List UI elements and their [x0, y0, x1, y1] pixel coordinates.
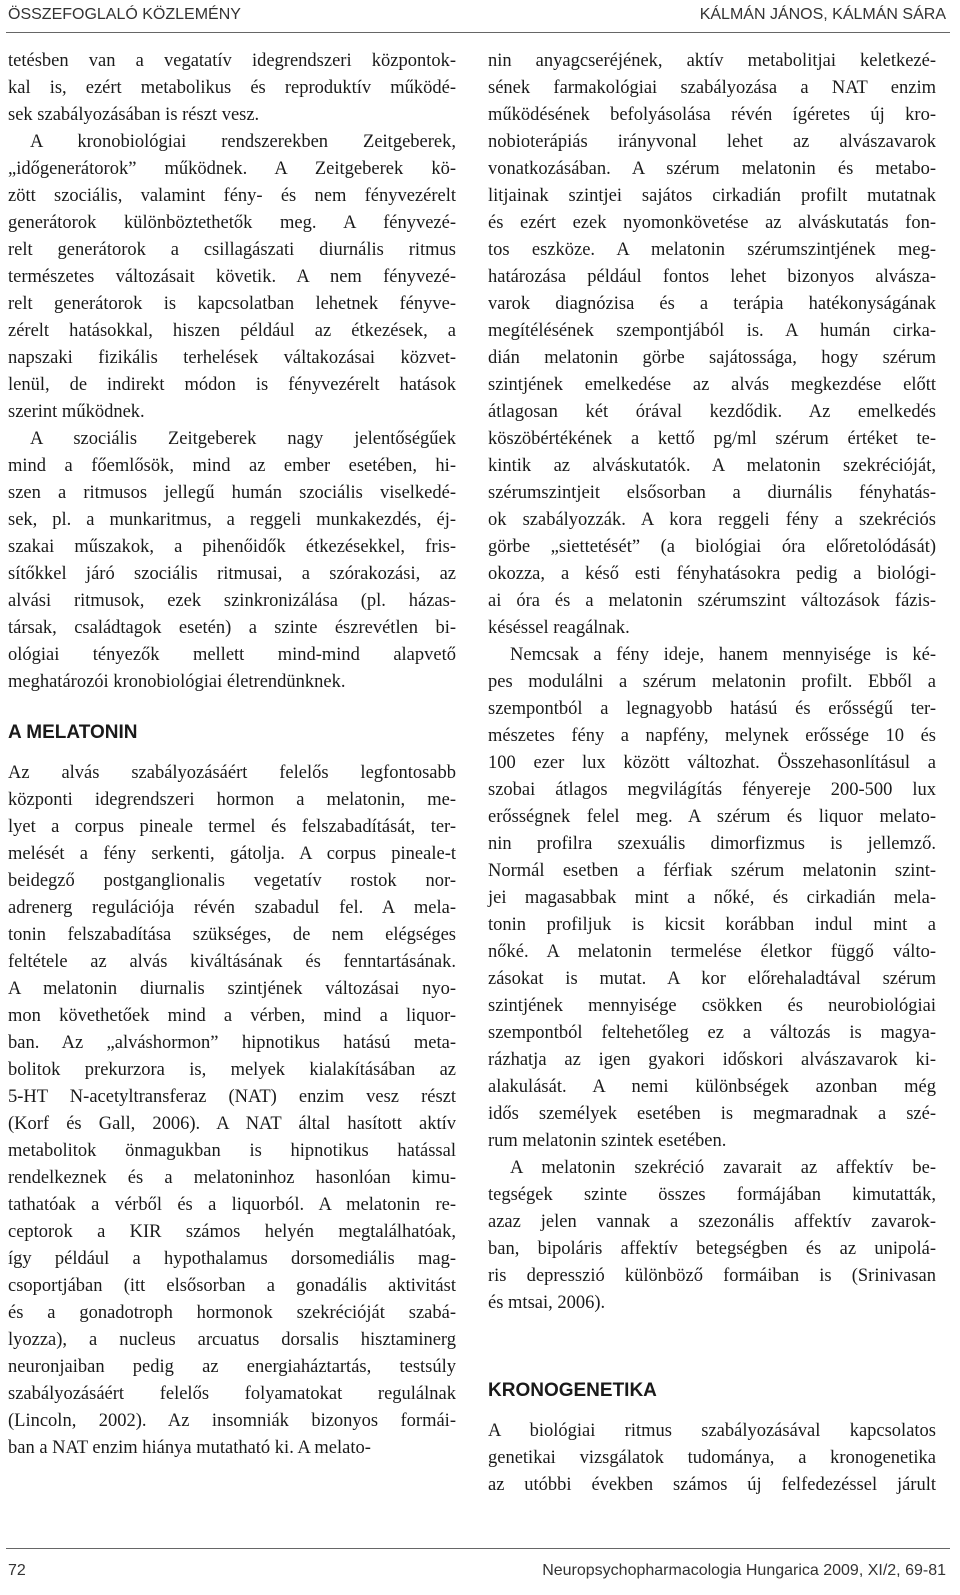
text-line: A szociális Zeitgeberek nagy jelentőségűek — [30, 429, 456, 449]
text-line: és mtsai, 2006). — [488, 1293, 606, 1313]
text-line: meghatározói kronobiológiai életrendünknek. — [8, 672, 346, 692]
text-line: ban a NAT enzim hiánya mutatható ki. A melato- — [8, 1438, 371, 1458]
footer-divider — [6, 1548, 950, 1549]
text-line: ceptorok a KIR számos helyén megtalálhatóak, — [8, 1222, 456, 1242]
text-line: relt generátorok is kapcsolatban lehetnek fényve- — [8, 294, 456, 314]
text-line: természetes változásait követik. A nem fényvezé- — [8, 267, 456, 287]
right-column-kronogenetika — [488, 1418, 936, 1499]
text-line: tegségek szinte összes formájában kimutatták, — [488, 1185, 936, 1205]
text-line: szempontból a legnagyobb hatású és erősségű ter- — [488, 699, 936, 719]
text-line: nőké. A melatonin termelése életkor függő válto- — [488, 942, 936, 962]
text-line: jei magasabbak mint a nőké, és cirkadián mela- — [488, 888, 936, 908]
text-line: varok diagnózisa és a terápia hatékonyságának — [488, 294, 936, 314]
text-line: alakulását. A nemi különbségek azonban még — [488, 1077, 936, 1097]
text-line: bolitok prekurzora is, melyek kialakításában az — [8, 1060, 456, 1080]
text-line: pes modulálni a szérum melatonin profilt. Ebből a — [488, 672, 936, 692]
text-line: tonin profiljuk is kicsit korábban indul mint a — [488, 915, 936, 935]
paragraph — [488, 48, 936, 642]
paragraph — [8, 760, 456, 1462]
text-line: sítőkkel járó szociális ritmusai, a szórakozási, az — [8, 564, 456, 584]
left-column-top — [8, 48, 456, 696]
text-line: zött szociális, valamint fény- és nem fényvezérelt — [8, 186, 456, 206]
text-line: feltétele az alvás kiváltásának és fenntartásának. — [8, 952, 456, 972]
text-line: köszöbértékének a kettő pg/ml szérum értéket te- — [488, 429, 936, 449]
text-line: neuronjaiban pedig az energiaháztartás, testsúly — [8, 1357, 456, 1377]
text-line: szabályozásáért felelős folyamatokat regulálnak — [8, 1384, 456, 1404]
text-line: ban, bipoláris affektív betegségben és az unipolá- — [488, 1239, 936, 1259]
text-line: A kronobiológiai rendszerekben Zeitgeberek, — [30, 132, 456, 152]
text-line: mon követhetőek mind a vérben, mind a liquor- — [8, 1006, 456, 1026]
text-line: alvási ritmusok, ezek szinkronizálása (pl. házas- — [8, 591, 456, 611]
left-column-melatonin — [8, 760, 456, 1462]
text-line: erősségnek felel meg. A szérum és liquor melato- — [488, 807, 936, 827]
text-line: átlagosan két órával kezdődik. Az emelkedés — [488, 402, 936, 422]
text-line: kal is, ezért metabolikus és reproduktív működé- — [8, 78, 456, 98]
text-line: mind a főemlősök, mind az ember esetében, hi- — [8, 456, 456, 476]
section-heading-melatonin: A MELATONIN — [8, 722, 138, 743]
text-line: Az alvás szabályozásáért felelős legfontosabb — [8, 763, 456, 783]
text-line: idős személyek esetében is megmaradnak a szé- — [488, 1104, 936, 1124]
text-line: görbe „siettetését” (a biológiai óra előretolódását) — [488, 537, 936, 557]
text-line: lyozza), a nucleus arcuatus dorsalis hisztaminerg — [8, 1330, 456, 1350]
text-line: késéssel reagálnak. — [488, 618, 630, 638]
text-line: ok szabályozzák. A kora reggeli fény a szekréciós — [488, 510, 936, 530]
text-line: litjainak szintjei sajátos cirkadián profilt mutatnak — [488, 186, 936, 206]
text-line: vonatkozásában. A szérum melatonin és metabo- — [488, 159, 936, 179]
paragraph — [488, 1418, 936, 1499]
text-line: ris depresszió különböző formáiban is (Srinivasan — [488, 1266, 936, 1286]
running-header-left: ÖSSZEFOGLALÓ KÖZLEMÉNY — [8, 6, 241, 23]
text-line: „időgenerátorok” működnek. A Zeitgeberek kö- — [8, 159, 456, 179]
text-line: lyet a corpus pineale termel és felszabadítását, ter- — [8, 817, 456, 837]
text-line: így például a hypothalamus dorsomediális mag- — [8, 1249, 456, 1269]
text-line: nobioterápiás irányvonal lehet az alvászavarok — [488, 132, 936, 152]
text-line: nin profilra szexuális dimorfizmus is jellemző. — [488, 834, 936, 854]
text-line: melését a fény serkenti, gátolja. A corpus pineale-t — [8, 844, 456, 864]
paragraph — [488, 642, 936, 1155]
text-line: kintik az alváskutatók. A melatonin szekrécióját, — [488, 456, 936, 476]
text-line: központi idegrendszeri hormon a melatonin, me- — [8, 790, 456, 810]
text-line: generátorok különböztethetők meg. A fényvezé- — [8, 213, 456, 233]
text-line: 5-HT N-acetyltransferaz (NAT) enzim vesz részt — [8, 1087, 456, 1107]
text-line: megítélésének szempontjából is. A humán cirka- — [488, 321, 936, 341]
text-line: és a gonadotroph hormonok szekrécióját szabá- — [8, 1303, 456, 1323]
running-header-right: KÁLMÁN JÁNOS, KÁLMÁN SÁRA — [699, 6, 946, 23]
text-line: napszaki fizikális terhelések váltakozásai közvet- — [8, 348, 456, 368]
text-line: (Korf és Gall, 2006). A NAT által hasított aktív — [8, 1114, 456, 1134]
text-line: genetikai vizsgálatok tudománya, a kronogenetika — [488, 1448, 936, 1468]
text-line: okozza, a késő esti fényhatásokra pedig a biológi- — [488, 564, 936, 584]
text-line: 100 ezer lux között változhat. Összehasonlításul a — [488, 753, 936, 773]
text-line: és ezért ezek nyomonkövetése az alváskutatás fon- — [488, 213, 936, 233]
journal-citation: Neuropsychopharmacologia Hungarica 2009, XI/2, 69-81 — [542, 1562, 946, 1579]
text-line: tathatóak a vérből és a liquorból. A melatonin re- — [8, 1195, 456, 1215]
text-line: Normál esetben a férfiak szérum melatonin szint- — [488, 861, 936, 881]
text-line: szobai átlagos megvilágítás fényereje 200-500 lux — [488, 780, 936, 800]
text-line: szakai műszakok, a pihenőidők étkezésekkel, fris- — [8, 537, 456, 557]
text-line: csoportjában (itt elsősorban a gonadális aktivitást — [8, 1276, 456, 1296]
text-line: A melatonin szekréció zavarait az affektív be- — [510, 1158, 936, 1178]
text-line: ológiai tényezők mellett mind-mind alapvető — [8, 645, 456, 665]
text-line: mészetes fény a napfény, melynek erőssége 10 és — [488, 726, 936, 746]
text-line: sek, pl. a munkaritmus, a reggeli munkakezdés, éj- — [8, 510, 456, 530]
text-line: tetésben van a vegatatív idegrendszeri központok- — [8, 51, 456, 71]
paragraph — [8, 48, 456, 129]
text-line: relt generátorok a csillagászati diurnális ritmus — [8, 240, 456, 260]
text-line: sének farmakológiai szabályozása a NAT enzim — [488, 78, 936, 98]
text-line: tonin felszabadítása szükséges, de nem elégséges — [8, 925, 456, 945]
paragraph — [488, 1155, 936, 1317]
text-line: sek szabályozásában is részt vesz. — [8, 105, 260, 125]
page-number: 72 — [8, 1562, 26, 1579]
text-line: határozása például fontos lehet bizonyos alvásza- — [488, 267, 936, 287]
text-line: zérelt hatásokkal, hiszen például az étkezések, a — [8, 321, 456, 341]
section-heading-kronogenetika: KRONOGENETIKA — [488, 1380, 657, 1401]
text-line: ai óra és a melatonin szérumszint változások fázis- — [488, 591, 936, 611]
text-line: ban. Az „alváshormon” hipnotikus hatású meta- — [8, 1033, 456, 1053]
text-line: dián melatonin görbe sajátossága, hogy szérum — [488, 348, 936, 368]
text-line: Nemcsak a fény ideje, hanem mennyisége is ké- — [510, 645, 936, 665]
text-line: beidegző postganglionalis vegetatív rostok nor- — [8, 871, 456, 891]
text-line: szerint működnek. — [8, 402, 145, 422]
header-divider — [6, 32, 950, 33]
text-line: adrenerg regulációja révén szabadul fel. A mela- — [8, 898, 456, 918]
text-line: szintjének emelkedése az alvás megkezdése előtt — [488, 375, 936, 395]
text-line: működésének befolyásolása révén ígéretes új kro- — [488, 105, 936, 125]
text-line: A melatonin diurnalis szintjének változásai nyo- — [8, 979, 456, 999]
text-line: azaz jelen vannak a szezonális affektív zavarok- — [488, 1212, 936, 1232]
paragraph — [8, 426, 456, 696]
text-line: (Lincoln, 2002). Az insomniák bizonyos formái- — [8, 1411, 456, 1431]
text-line: társak, családtagok esetén) a szinte észrevétlen bi- — [8, 618, 456, 638]
text-line: lenül, de indirekt módon is fényvezérelt hatások — [8, 375, 456, 395]
right-column-top — [488, 48, 936, 1317]
text-line: szen a ritmusos jellegű humán szociális viselkedé- — [8, 483, 456, 503]
text-line: rázhatja az igen gyakori időskori alvászavarok ki- — [488, 1050, 936, 1070]
text-line: rendelkeznek és a melatoninhoz hasonlóan kimu- — [8, 1168, 456, 1188]
paragraph — [8, 129, 456, 426]
text-line: rum melatonin szintek esetében. — [488, 1131, 727, 1151]
text-line: A biológiai ritmus szabályozásával kapcsolatos — [488, 1421, 936, 1441]
text-line: nin anyagcseréjének, aktív metabolitjai keletkezé- — [488, 51, 936, 71]
text-line: szintjének mennyisége csökken és neurobiológiai — [488, 996, 936, 1016]
text-line: az utóbbi években számos új felfedezéssel járult — [488, 1475, 936, 1495]
text-line: szérumszintjeit elsősorban a diurnális fényhatás- — [488, 483, 936, 503]
text-line: metabolitok önmagukban is hipnotikus hatással — [8, 1141, 456, 1161]
text-line: tos eszköze. A melatonin szérumszintjének meg- — [488, 240, 936, 260]
text-line: szempontból feltehetőleg ez a változás is magya- — [488, 1023, 936, 1043]
text-line: zásokat is mutat. A kor előrehaladtával szérum — [488, 969, 936, 989]
